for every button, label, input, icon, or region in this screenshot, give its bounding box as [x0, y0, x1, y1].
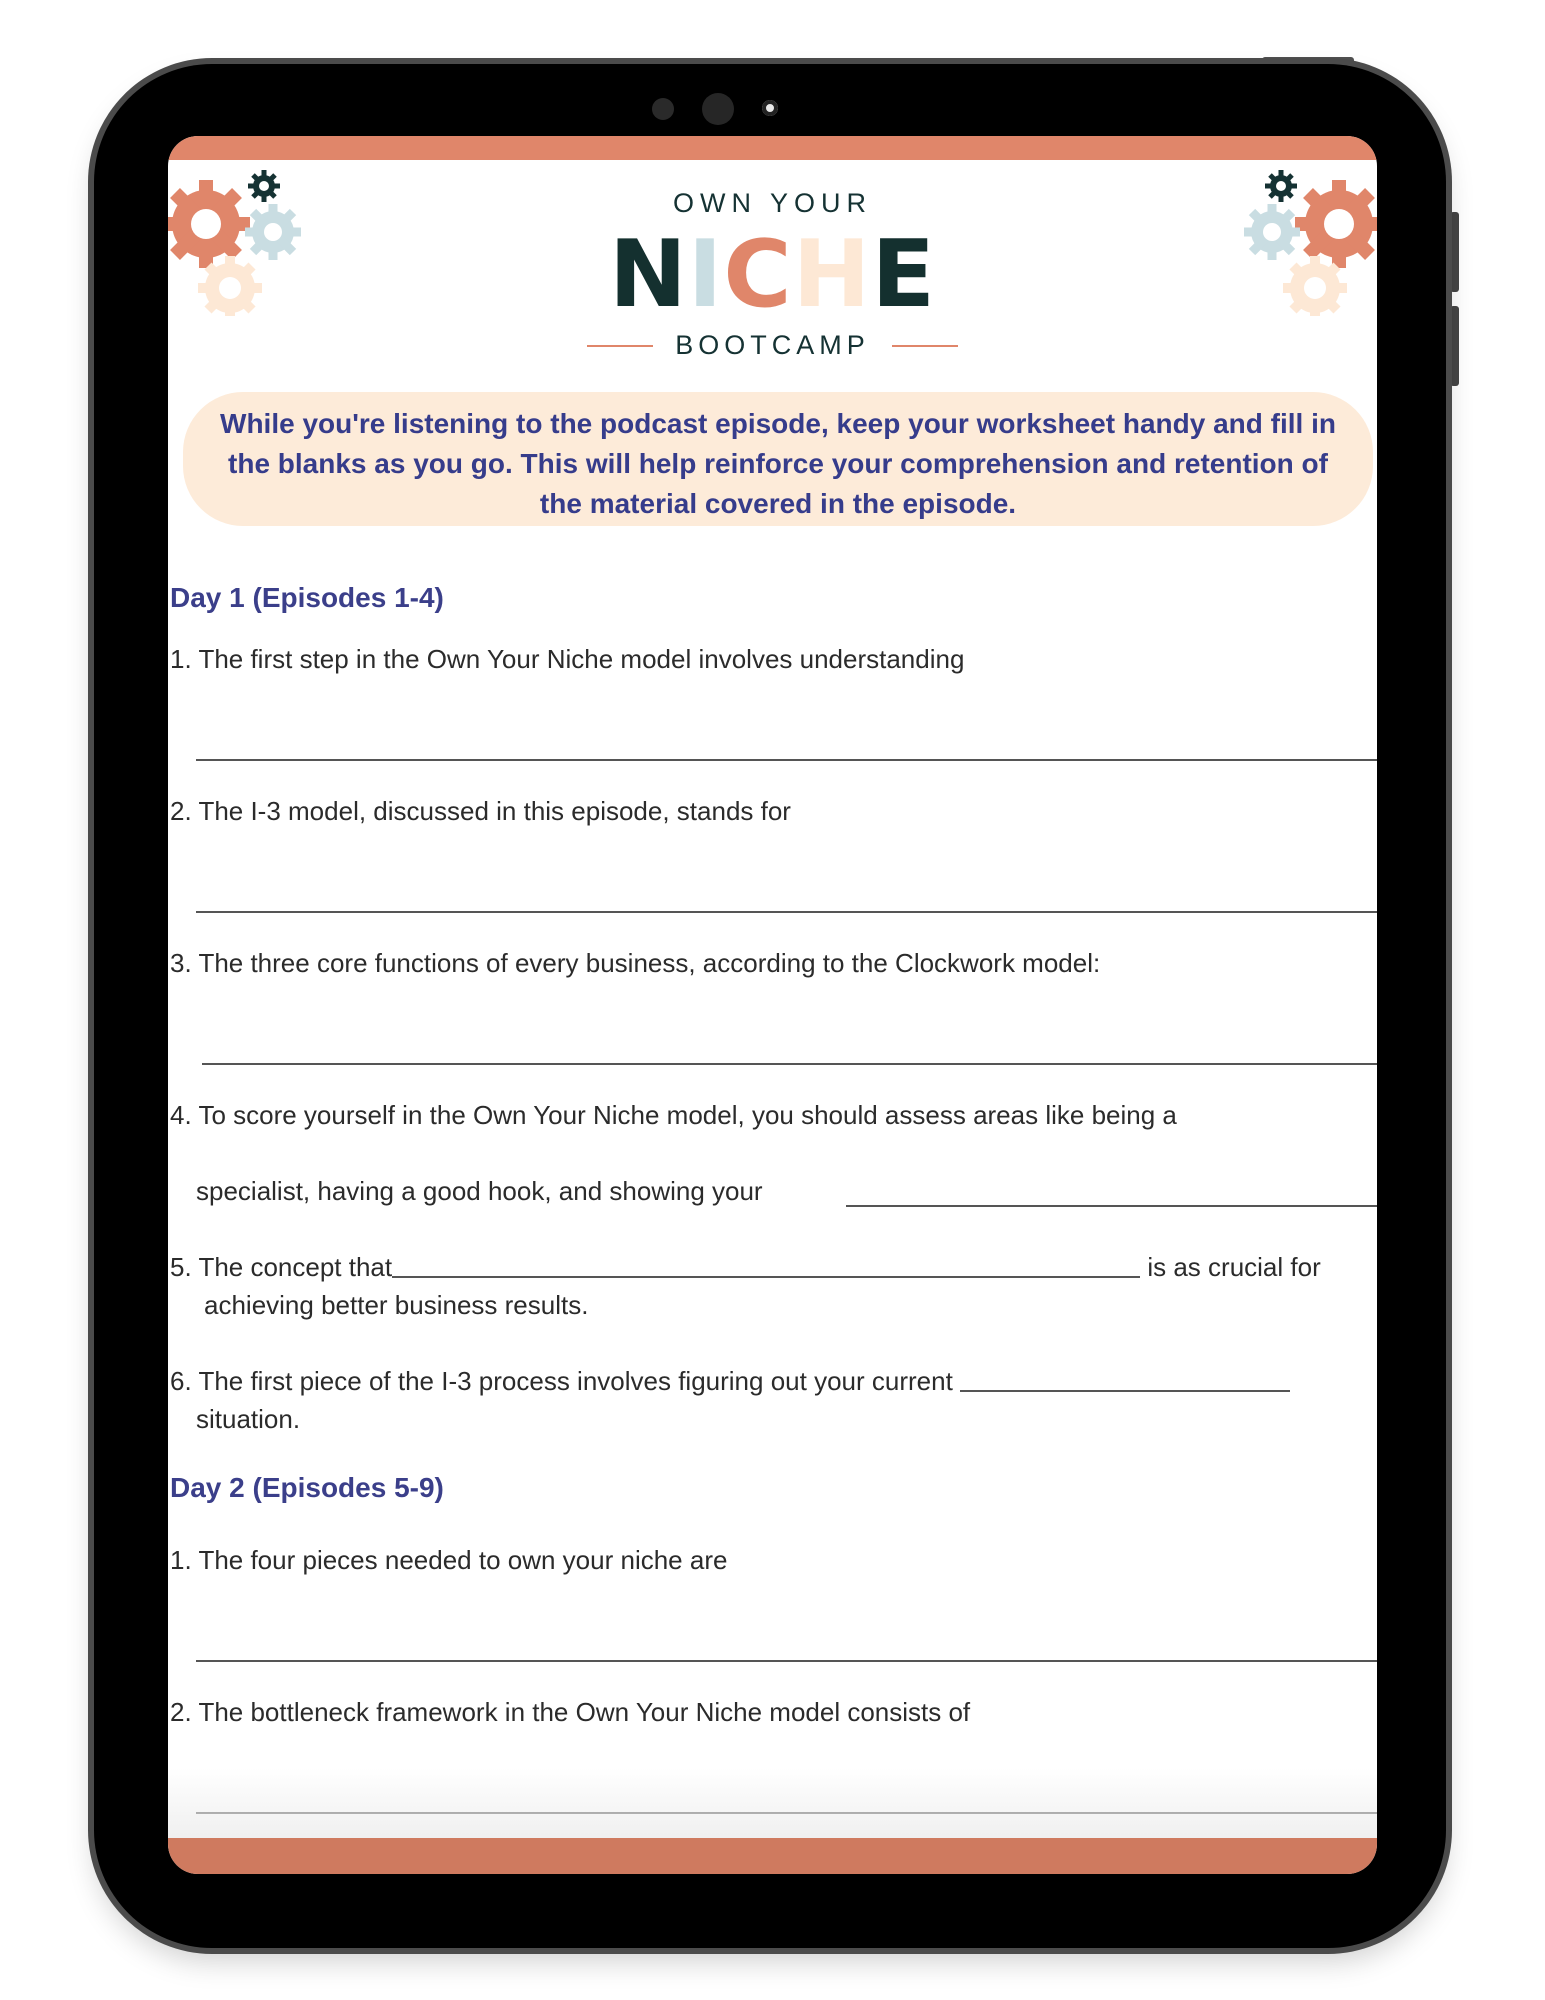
day1-question-3: 3. The three core functions of every business, according to the Clockwork model:: [170, 948, 1101, 978]
logo-niche-wordmark: [168, 220, 1377, 328]
day1-question-4-line2: [196, 1176, 763, 1207]
day1-question-4-line1: 4. To score yourself in the Own Your Niche model, you should assess areas like being a: [170, 1100, 1177, 1130]
day2-answer-line-1[interactable]: [196, 1660, 1377, 1662]
day1-question-5-end: is as crucial for: [1140, 1252, 1321, 1282]
day1-question-6-line1: [170, 1366, 1290, 1397]
logo-letter-i: I: [687, 220, 724, 328]
logo-letter-c: C: [723, 220, 793, 328]
day2-question-1: 1. The four pieces needed to own your niche are: [170, 1545, 728, 1575]
day1-question-4-text: specialist, having a good hook, and showing your: [196, 1176, 763, 1206]
logo-letter-h: H: [792, 220, 872, 328]
camera-flash-icon: [762, 100, 778, 116]
worksheet-screen[interactable]: [168, 136, 1377, 1874]
day1-answer-line-1[interactable]: [196, 759, 1377, 761]
day1-answer-line-2[interactable]: [196, 911, 1377, 913]
logo-top-text: OWN YOUR: [672, 188, 872, 218]
tablet-volume-up-button: [1450, 212, 1459, 292]
logo-letter-e: E: [871, 220, 937, 328]
day1-question-2: 2. The I-3 model, discussed in this episode, stands for: [170, 796, 791, 826]
day1-answer-line-3[interactable]: [202, 1063, 1377, 1065]
logo-bottom-text: BOOTCAMP: [675, 330, 870, 360]
day1-question-5-start: 5. The concept that: [170, 1252, 393, 1282]
bottom-accent-bar: [168, 1838, 1377, 1874]
day1-answer-line-4[interactable]: [846, 1205, 1377, 1207]
day1-question-6-line2: situation.: [196, 1404, 301, 1434]
tablet-volume-down-button: [1450, 306, 1459, 386]
logo-letter-n: N: [608, 220, 688, 328]
day1-question-5-line1: [170, 1252, 1321, 1283]
day1-question-5-line2: achieving better business results.: [204, 1290, 589, 1320]
day2-heading: Day 2 (Episodes 5-9): [170, 1472, 444, 1503]
logo-rule-right: [892, 345, 958, 347]
intro-callout: While you're listening to the podcast episode, keep your worksheet handy and fill in the blanks as you go. This will help reinforce your comprehension and retention of the material covered in the episode.: [183, 392, 1373, 526]
top-accent-bar: [168, 136, 1377, 160]
day1-heading: Day 1 (Episodes 1-4): [170, 582, 444, 613]
day1-question-6-text: 6. The first piece of the I-3 process involves figuring out your current: [170, 1366, 961, 1396]
logo-bottom: [168, 330, 1377, 361]
logo-rule-left: [587, 345, 653, 347]
day1-answer-line-5[interactable]: [392, 1276, 1140, 1278]
day1-answer-line-6[interactable]: [960, 1390, 1290, 1392]
camera-sensor-icon: [652, 98, 674, 120]
day1-question-1: 1. The first step in the Own Your Niche model involves understanding: [170, 644, 965, 674]
day2-question-2: 2. The bottleneck framework in the Own Your Niche model consists of: [170, 1697, 971, 1727]
bottom-fade: [168, 1768, 1377, 1838]
camera-lens-icon: [702, 93, 734, 125]
